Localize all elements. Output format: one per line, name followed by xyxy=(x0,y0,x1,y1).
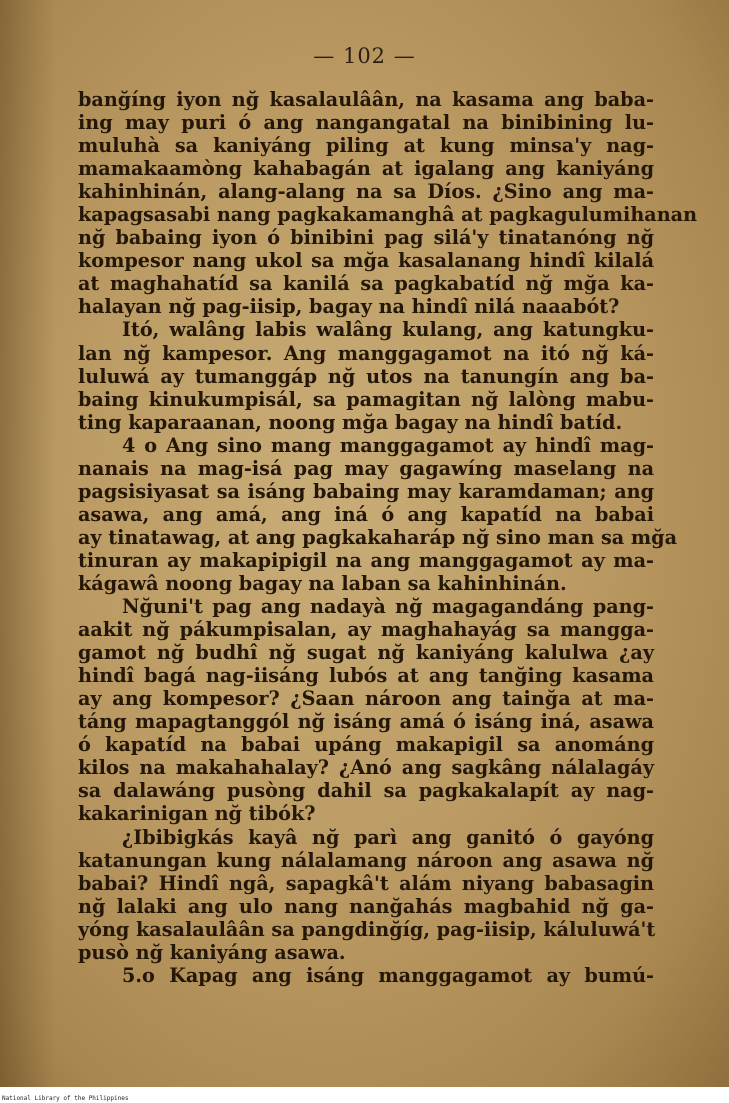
text-line: aakit nğ pákumpisalan, ay maghahayág sa mangga- xyxy=(78,618,654,642)
text-line: nanais na mag-isá pag may gagawíng maselang na xyxy=(78,456,654,480)
text-line: hindî bagá nag-iisáng lubós at ang tanğing kasama xyxy=(78,664,654,688)
text-line: kágawâ noong bagay na laban sa kahinhinán. xyxy=(78,571,567,595)
text-line: babai? Hindî ngâ, sapagkâ't alám niyang babasagin xyxy=(78,871,654,895)
text-line: Itó, walâng labis walâng kulang, ang katungku- xyxy=(122,318,654,342)
footer-bar xyxy=(0,1087,729,1095)
text-line: pusò nğ kaniyáng asawa. xyxy=(78,940,346,964)
text-line: ó kapatíd na babai upáng makapigil sa anománg xyxy=(78,733,654,757)
text-line: kilos na makahahalay? ¿Anó ang sagkâng nálalagáy xyxy=(78,756,654,780)
text-line: halayan nğ pag-iisip, bagay na hindî nilá naaabót? xyxy=(78,295,620,319)
body-text xyxy=(78,88,698,987)
text-line: 4 o Ang sino mang manggagamot ay hindî mag- xyxy=(122,433,654,457)
text-line: yóng kasalaulâân sa pangdinğíg, pag-iisip, káluluwá't xyxy=(78,917,656,941)
text-line: mamakaamòng kahabagán at igalang ang kaniyáng xyxy=(78,157,654,181)
text-line: kakarinigan nğ tibók? xyxy=(78,802,316,826)
text-line: Nğuni't pag ang nadayà nğ magagandáng pang- xyxy=(122,595,654,619)
page-number: — 102 — xyxy=(313,44,416,68)
footer-strip xyxy=(0,1095,729,1103)
text-line: pagsisiyasat sa isáng babaing may karamdaman; ang xyxy=(78,479,654,503)
text-line: ¿Ibibigkás kayâ nğ parì ang ganitó ó gayóng xyxy=(122,825,654,849)
text-line: at maghahatíd sa kanilá sa pagkabatíd nğ mğa ka- xyxy=(78,272,654,296)
text-line: ay tinatawag, at ang pagkakaharáp nğ sino man sa mğa xyxy=(78,525,678,549)
footer-credit: National Library of the Philippines xyxy=(2,1095,129,1102)
text-line: ing may puri ó ang nangangatal na binibining lu- xyxy=(78,111,654,135)
text-line: lan nğ kampesor. Ang manggagamot na itó nğ ká- xyxy=(78,341,654,365)
text-line: sa dalawáng pusòng dahil sa pagkakalapít ay nag- xyxy=(78,779,654,803)
text-line: kapagsasabi nang pagkakamanghâ at pagkagulumihanan xyxy=(78,203,698,227)
text-line: baing kinukumpisál, sa pamagitan nğ lalòng mabu- xyxy=(78,387,654,411)
text-line: gamot nğ budhî nğ sugat nğ kaniyáng kalulwa ¿ay xyxy=(78,641,654,665)
text-line: ay ang kompesor? ¿Saan nároon ang tainğa at ma- xyxy=(78,687,654,711)
text-line: táng mapagtanggól nğ isáng amá ó isáng iná, asawa xyxy=(78,710,654,734)
text-line: kompesor nang ukol sa mğa kasalanang hindî kilalá xyxy=(78,249,654,273)
text-line: kahinhinán, alang-alang na sa Díos. ¿Sino ang ma- xyxy=(78,180,654,204)
text-line: asawa, ang amá, ang iná ó ang kapatíd na babai xyxy=(78,502,654,526)
text-line: 5.o Kapag ang isáng manggagamot ay bumú- xyxy=(122,963,654,987)
text-line: banğíng iyon nğ kasalaulâân, na kasama ang baba- xyxy=(78,88,654,111)
text-line: nğ babaing iyon ó binibini pag silá'y tinatanóng nğ xyxy=(78,226,654,250)
text-line: katanungan kung nálalamang nároon ang asawa nğ xyxy=(78,848,654,872)
text-line: muluhà sa kaniyáng piling at kung minsa'y nag- xyxy=(78,134,654,158)
text-line: ting kaparaanan, noong mğa bagay na hindî batíd. xyxy=(78,410,623,434)
text-line: nğ lalaki ang ulo nang nanğahás magbahid nğ ga- xyxy=(78,894,654,918)
text-line: tinuran ay makapipigil na ang manggagamot ay ma- xyxy=(78,548,654,572)
text-line: luluwá ay tumanggáp nğ utos na tanungín ang ba- xyxy=(78,364,654,388)
